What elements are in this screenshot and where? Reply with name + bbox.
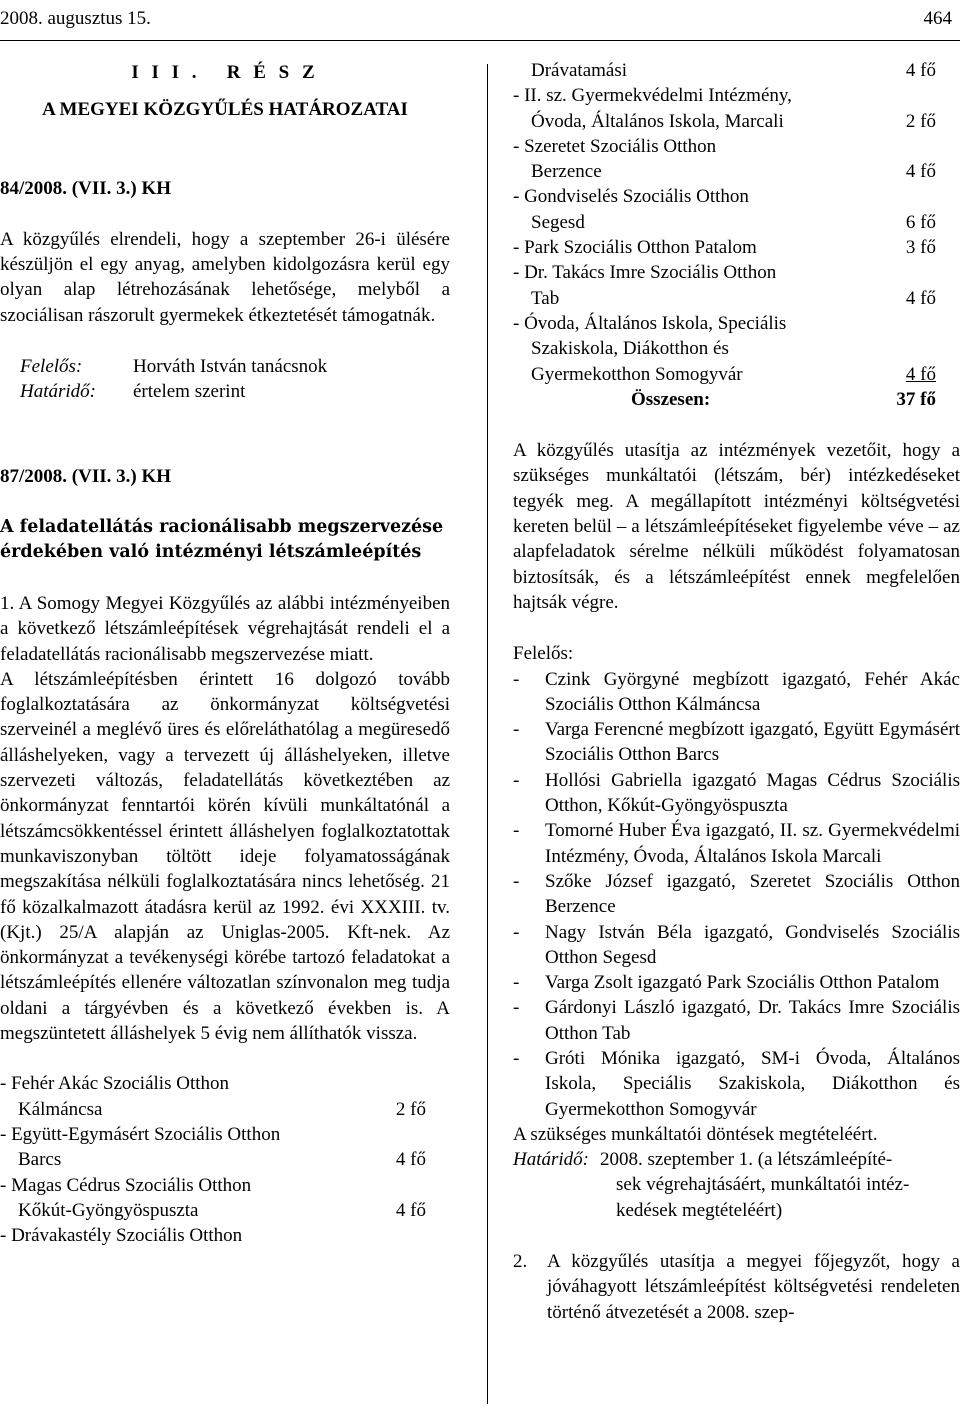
- list-item-name: - Együtt-Egymásért Szociális Otthon: [0, 1123, 281, 1145]
- list-line: - Park Szociális Otthon Patalom 3 fő: [513, 237, 936, 259]
- deadline-value: értelem szerint: [133, 381, 246, 403]
- responsible-list: [513, 667, 960, 1122]
- responsible-item: - Nagy István Béla igazgató, Gondviselés Szociális Otthon Segesd: [513, 921, 960, 968]
- list-line: Szakiskola, Diákotthon és: [531, 338, 729, 360]
- list-line: Tab 4 fő: [531, 287, 936, 309]
- list-line: Óvoda, Általános Iskola, Marcali 2 fő: [531, 110, 936, 132]
- resolution-87-paragraph-2: A létszámleépítésben érintett 16 dolgozó tovább foglalkoztatására az önkormányzat költségvetési szerveinél a meglévő üres és előreláthatólag a megüresedő álláshelyeken, vagy a tervezett új álláshelyeken, illetve szervezeti változás, feladatellátás következtében az önkormányzat fenntartói körén kívüli munkáltatónál a létszámcsökkentéssel érintett álláshelyen foglalkoztatottak munkaviszonyban töltött ideje folyamatosságának megszakítása nélküli foglalkoztatására nincs lehetőség. 21 fő közalkalmazott átadásra kerül az 1992. évi XXXIII. tv. (Kjt.) 25/A alapján az Uniglas-2005. Kft-nek. Az önkormányzat a tevékenységi körébe tartozó feladatokat a létszámleépítés ellenére változatlan színvonalon meg tudja oldani a tárgyévben és a következő években is. A megszüntetett álláshelyek 5 évig nem állíthatók vissza.: [0, 668, 450, 1045]
- resolution-84-body: A közgyűlés elrendeli, hogy a szeptember 26-i ülésére készüljön el egy anyag, amelyben kidolgozásra kerül egy olyan alap létrehozásának lehetősége, melyből a szociálisan rászorult gyermekek étkeztetését támogatnák.: [0, 228, 450, 326]
- list-item: [0, 1173, 450, 1224]
- total-row: [513, 387, 936, 412]
- item-2: [513, 1249, 960, 1325]
- list-item-quantity: 2 fő: [395, 1098, 426, 1120]
- instruction-paragraph: A közgyűlés utasítja az intézmények vezetőit, hogy a szükséges munkáltatói (létszám, bér) intézkedéseket tegyék meg. A megállapított intézményi költségvetési kereten belül – a létszámleépítéseket figyelembe véve – az alapfeladatok sérelme nélküli működést folyamatosan biztosítsák, és a létszámleépítést ennek megfelelően hajtsák végre.: [513, 440, 960, 613]
- list-line: Gyermekotthon Somogyvár 4 fő: [531, 363, 936, 385]
- list-line: - Gondviselés Szociális Otthon: [513, 186, 749, 208]
- closing-line: A szükséges munkáltatói döntések megtételéért.: [513, 1123, 878, 1145]
- list-item-name: - Fehér Akác Szociális Otthon: [0, 1073, 230, 1095]
- item-2-text: A közgyűlés utasítja a megyei főjegyzőt, hogy a jóváhagyott létszámleépítést költségvetési rendeleten történő átvezetését a 2008. szep-: [547, 1251, 960, 1323]
- responsible-item: - Gróti Mónika igazgató, SM-i Óvoda, Általános Iskola, Speciális Szakiskola, Diákotthon és Gyermekotthon Somogyvár: [513, 1047, 960, 1120]
- responsible-heading: Felelős:: [513, 643, 574, 665]
- list-item-place: Kálmáncsa: [18, 1098, 103, 1120]
- column-divider: [487, 64, 488, 1404]
- list-line: Berzence 4 fő: [531, 161, 936, 183]
- resolution-87-paragraph-1: 1. A Somogy Megyei Közgyűlés az alábbi intézményeiben a következő létszámleépítések végrehajtását rendeli el a feladatellátás racionálisabb megszervezése miatt.: [0, 592, 450, 665]
- list-item-place: Kőkút-Gyöngyöspuszta: [18, 1199, 199, 1221]
- header-rule: [0, 40, 960, 41]
- responsible-item: - Czink Györgyné megbízott igazgató, Fehér Akác Szociális Otthon Kálmáncsa: [513, 668, 960, 715]
- resolution-84-responsibility: [0, 354, 450, 405]
- institution-list-right: [513, 58, 936, 412]
- deadline-label: Határidő:: [20, 381, 96, 403]
- left-column: [0, 58, 450, 1248]
- right-column: [513, 58, 960, 1325]
- deadline-label: Határidő:: [513, 1149, 589, 1171]
- institution-list-left: [0, 1071, 450, 1248]
- list-line: - Dr. Takács Imre Szociális Otthon: [513, 262, 777, 284]
- list-line: Drávatamási 4 fő: [531, 60, 936, 81]
- responsible-item: - Varga Zsolt igazgató Park Szociális Otthon Patalom: [513, 972, 940, 994]
- resolution-87-number: 87/2008. (VII. 3.) KH: [0, 465, 171, 487]
- list-line: Segesd 6 fő: [531, 211, 936, 233]
- list-item-name: - Magas Cédrus Szociális Otthon: [0, 1174, 252, 1196]
- responsible-item: - Hollósi Gabriella igazgató Magas Cédrus Szociális Otthon, Kőkút-Gyöngyöspuszta: [513, 769, 960, 817]
- resolution-84-number: 84/2008. (VII. 3.) KH: [0, 177, 171, 199]
- list-item-name: - Drávakastély Szociális Otthon: [0, 1225, 243, 1247]
- resolution-87-title: A feladatellátás racionálisabb megszervezése érdekében való intézményi létszámleépítés: [0, 516, 444, 562]
- part-title: I I I . R É S Z: [131, 62, 319, 83]
- list-item: [0, 1223, 450, 1248]
- deadline-text: 2008. szeptember 1. (a létszámleépíté- sek végrehajtásáért, munkáltatói intéz- kedések megtételéért): [600, 1149, 910, 1221]
- responsible-item: - Varga Ferencné megbízott igazgató, Együtt Egymásért Szociális Otthon Barcs: [513, 719, 960, 766]
- item-2-number: 2.: [513, 1251, 528, 1273]
- total-value: 37 fő: [896, 388, 936, 410]
- responsible-label: Felelős:: [20, 356, 83, 378]
- responsible-item: - Tomorné Huber Éva igazgató, II. sz. Gyermekvédelmi Intézmény, Óvoda, Általános Iskola Marcali: [513, 820, 960, 867]
- list-line: - Óvoda, Általános Iskola, Speciális: [513, 312, 787, 334]
- responsible-value: Horváth István tanácsnok: [133, 356, 328, 378]
- page-header: [0, 0, 960, 44]
- responsible-item: - Szőke József igazgató, Szeretet Szociális Otthon Berzence: [513, 870, 960, 918]
- list-line: - II. sz. Gyermekvédelmi Intézmény,: [513, 85, 792, 107]
- page-number: 464: [923, 8, 952, 29]
- responsible-item: - Gárdonyi László igazgató, Dr. Takács Imre Szociális Otthon Tab: [513, 997, 960, 1044]
- list-item-quantity: 4 fő: [395, 1149, 426, 1171]
- list-item: [0, 1071, 450, 1122]
- assembly-title: A MEGYEI KÖZGYŰLÉS HATÁROZATAI: [42, 99, 408, 121]
- deadline-block: [513, 1147, 960, 1223]
- list-item-quantity: 4 fő: [395, 1199, 426, 1221]
- header-date: 2008. augusztus 15.: [0, 8, 151, 29]
- list-line: - Szeretet Szociális Otthon: [513, 135, 717, 157]
- total-label: Összesen:: [631, 388, 711, 410]
- list-item-place: Barcs: [18, 1149, 62, 1171]
- list-item: [0, 1122, 450, 1173]
